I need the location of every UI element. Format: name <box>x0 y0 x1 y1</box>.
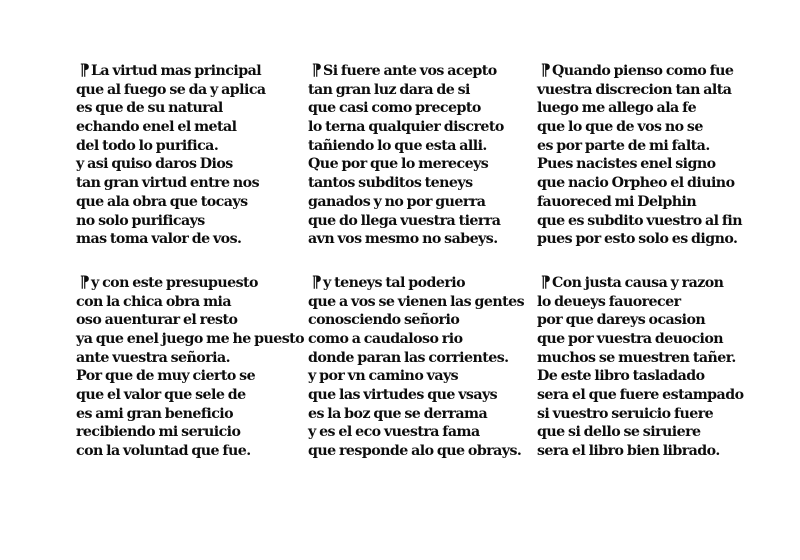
verse-line: echando enel el metal <box>76 119 237 136</box>
verse-line: ante vuestra señoria. <box>76 349 230 366</box>
verse-line: que por vuestra deuocion <box>537 330 724 347</box>
verse-line: sera el libro bien librado. <box>537 443 720 460</box>
verse-line: y es el eco vuestra fama <box>308 424 480 441</box>
verse-line: y por vn camino vays <box>308 368 459 385</box>
verse-line <box>537 271 772 293</box>
verse-line: ya que enel juego me he puesto <box>76 330 305 347</box>
verse-line: no solo purificays <box>76 212 205 229</box>
pilcrow-icon: ¶ <box>541 271 551 291</box>
stanza <box>76 62 311 249</box>
verse-line: del todo lo purifica. <box>76 137 219 154</box>
verse-line: tañiendo lo que esta alli. <box>308 137 487 154</box>
verse-column-3 <box>537 62 772 461</box>
verse-line: que ala obra que tocays <box>76 193 248 210</box>
verse-line: si vuestro seruicio fuere <box>537 405 714 422</box>
verse-line: Pues nacistes enel signo <box>537 156 716 173</box>
verse-line: es ami gran beneficio <box>76 405 234 422</box>
verse-line: luego me allego ala fe <box>537 100 697 117</box>
verse-line: por que dareys ocasion <box>537 312 706 329</box>
pilcrow-icon: ¶ <box>541 60 551 79</box>
stanza <box>537 271 772 461</box>
verse-line <box>308 271 543 293</box>
verse-line: que al fuego se da y aplica <box>76 81 266 98</box>
verse-line: Por que de muy cierto se <box>76 368 256 385</box>
verse-line: que el valor que sele de <box>76 387 246 403</box>
verse-line: lo deueys fauorecer <box>537 293 681 310</box>
verse-line: tan gran luz dara de si <box>308 81 470 98</box>
verse-line: es que de su natural <box>76 100 223 117</box>
pilcrow-icon: ¶ <box>80 271 90 291</box>
verse-line: oso auenturar el resto <box>76 312 238 329</box>
verse-line: que es subdito vuestro al fin <box>537 212 743 229</box>
verse-line: recibiendo mi seruicio <box>76 424 241 441</box>
verse-line: y asi quiso daros Dios <box>76 156 233 173</box>
verse-line: que do llega vuestra tierra <box>308 212 501 229</box>
verse-line: pues por esto solo es digno. <box>537 231 738 248</box>
verse-line-text: La virtud mas principal <box>91 63 262 79</box>
verse-line: mas toma valor de vos. <box>76 231 242 248</box>
verse-line: De este libro tasladado <box>537 368 705 385</box>
stanza <box>308 62 543 249</box>
verse-line: fauoreced mi Delphin <box>537 193 697 210</box>
verse-line <box>76 271 311 293</box>
verse-line <box>308 62 543 81</box>
verse-column-1 <box>76 62 311 461</box>
verse-line: Que por que lo mereceys <box>308 156 489 173</box>
verse-line: vuestra discrecion tan alta <box>537 81 732 98</box>
verse-line: que lo que de vos no se <box>537 119 703 136</box>
verse-line: conosciendo señorio <box>308 312 460 329</box>
verse-line-text: Si fuere ante vos acepto <box>323 63 497 79</box>
verse-line: es por parte de mi falta. <box>537 137 710 154</box>
verse-line-text: y teneys tal poderio <box>323 274 466 291</box>
verse-line-text: y con este presupuesto <box>91 274 258 291</box>
verse-line: avn vos mesmo no sabeys. <box>308 231 498 248</box>
verse-line <box>76 62 311 81</box>
pilcrow-icon: ¶ <box>80 60 90 79</box>
verse-line: como a caudaloso rio <box>308 330 463 347</box>
verse-line-text: Con justa causa y razon <box>552 274 724 291</box>
stanza <box>537 62 772 249</box>
verse-line: tantos subditos teneys <box>308 175 473 192</box>
verse-line: que a vos se vienen las gentes <box>308 293 525 310</box>
verse-line: con la chica obra mia <box>76 293 232 310</box>
verse-line: que nacio Orpheo el diuino <box>537 175 735 192</box>
verse-line: donde paran las corrientes. <box>308 349 509 366</box>
verse-line: que si dello se siruiere <box>537 424 701 441</box>
verse-line: sera el que fuere estampado <box>537 387 744 403</box>
verse-line: con la voluntad que fue. <box>76 443 251 460</box>
verse-line: que casi como precepto <box>308 100 481 117</box>
verse-line: tan gran virtud entre nos <box>76 175 260 192</box>
stanza <box>76 271 311 461</box>
stanza <box>308 271 543 461</box>
verse-line: es la boz que se derrama <box>308 405 488 422</box>
verse-line: que las virtudes que vsays <box>308 387 498 403</box>
verse-line: muchos se muestren tañer. <box>537 349 736 366</box>
verse-line-text: Quando pienso como fue <box>552 63 734 79</box>
verse-column-2 <box>308 62 543 461</box>
pilcrow-icon: ¶ <box>312 271 322 291</box>
verse-line: ganados y no por guerra <box>308 193 486 210</box>
verse-line: que responde alo que obrays. <box>308 443 522 460</box>
pilcrow-icon: ¶ <box>312 60 322 79</box>
verse-line: lo terna qualquier discreto <box>308 119 504 136</box>
verse-line <box>537 62 772 81</box>
